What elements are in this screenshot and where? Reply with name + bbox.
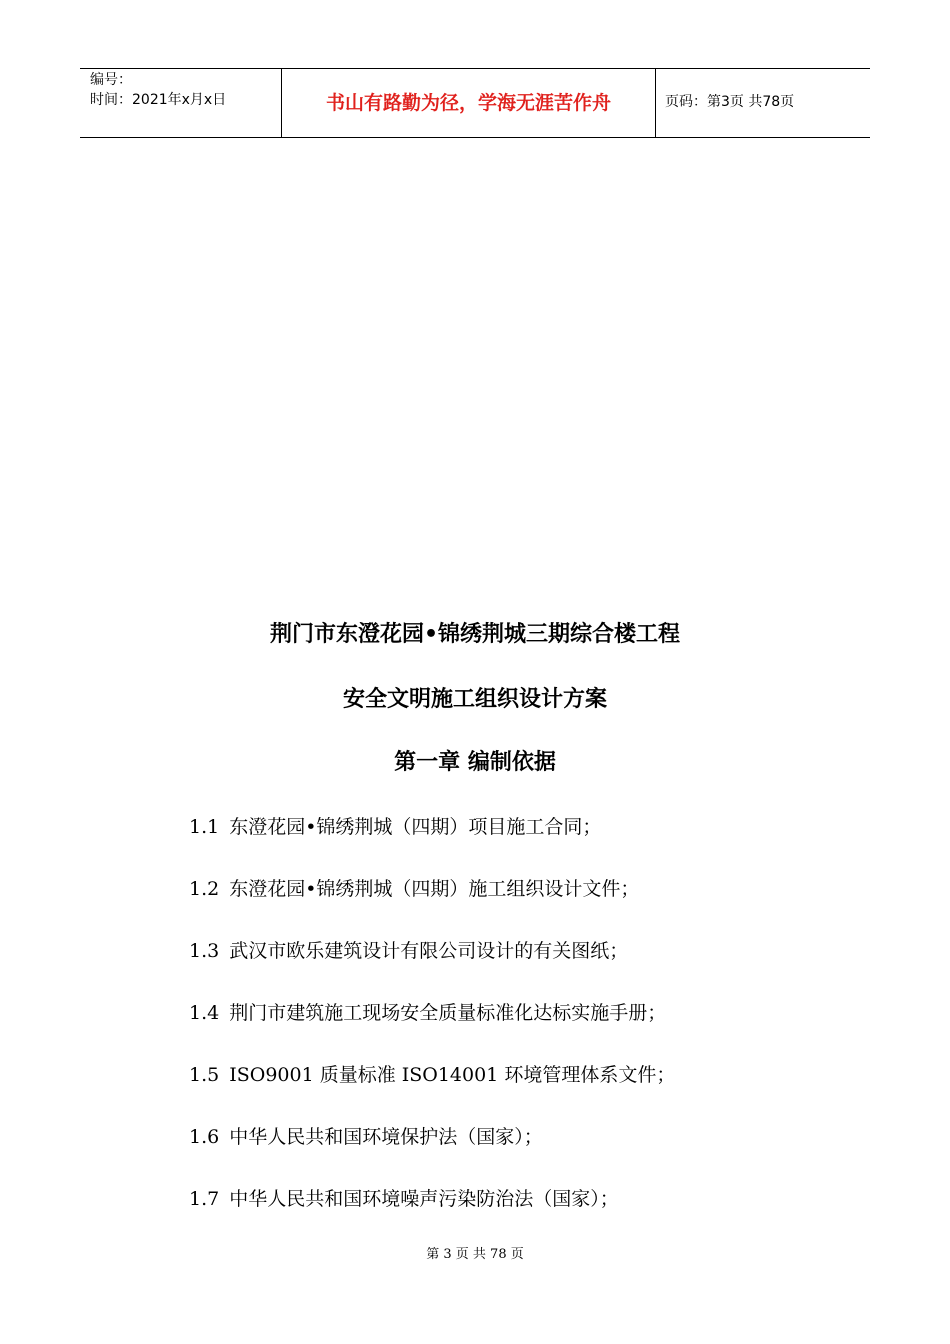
header-info-cell xyxy=(80,69,281,137)
item-number: 1.4 xyxy=(189,1002,220,1024)
item-text: 中华人民共和国环境保护法（国家）； xyxy=(229,1126,543,1148)
item-text: 东澄花园•锦绣荆城（四期）施工组织设计文件； xyxy=(229,878,640,900)
header-page-cell xyxy=(655,69,870,137)
item-number: 1.1 xyxy=(189,816,220,838)
item-number: 1.6 xyxy=(189,1126,220,1148)
item-number: 1.3 xyxy=(189,940,220,962)
list-item xyxy=(189,1061,829,1123)
basis-list xyxy=(189,813,829,1247)
item-text: ISO9001 质量标准 ISO14001 环境管理体系文件； xyxy=(229,1064,676,1086)
list-item xyxy=(189,999,829,1061)
document-time-label: 时间：2021年x月x日 xyxy=(90,92,227,108)
document-number-label: 编号： xyxy=(90,72,132,88)
document-title: 荆门市东澄花园•锦绣荆城三期综合楼工程 xyxy=(269,622,681,647)
header-motto-cell xyxy=(281,69,656,137)
list-item xyxy=(189,875,829,937)
item-number: 1.7 xyxy=(189,1188,220,1210)
list-item xyxy=(189,813,829,875)
page-header xyxy=(80,68,870,138)
document-subtitle: 安全文明施工组织设计方案 xyxy=(342,687,607,712)
chapter-heading: 第一章 编制依据 xyxy=(394,750,556,775)
page-footer: 第 3 页 共 78 页 xyxy=(426,1247,524,1262)
header-motto: 书山有路勤为径，学海无涯苦作舟 xyxy=(325,92,611,114)
header-page-info: 页码：第3页 共78页 xyxy=(665,94,795,110)
item-text: 武汉市欧乐建筑设计有限公司设计的有关图纸； xyxy=(229,940,629,962)
item-text: 中华人民共和国环境噪声污染防治法（国家）； xyxy=(229,1188,619,1210)
item-number: 1.5 xyxy=(189,1064,220,1086)
item-text: 荆门市建筑施工现场安全质量标准化达标实施手册； xyxy=(229,1002,667,1024)
list-item xyxy=(189,937,829,999)
item-text: 东澄花园•锦绣荆城（四期）项目施工合同； xyxy=(229,816,602,838)
list-item xyxy=(189,1123,829,1185)
list-item xyxy=(189,1185,829,1247)
item-number: 1.2 xyxy=(189,878,220,900)
